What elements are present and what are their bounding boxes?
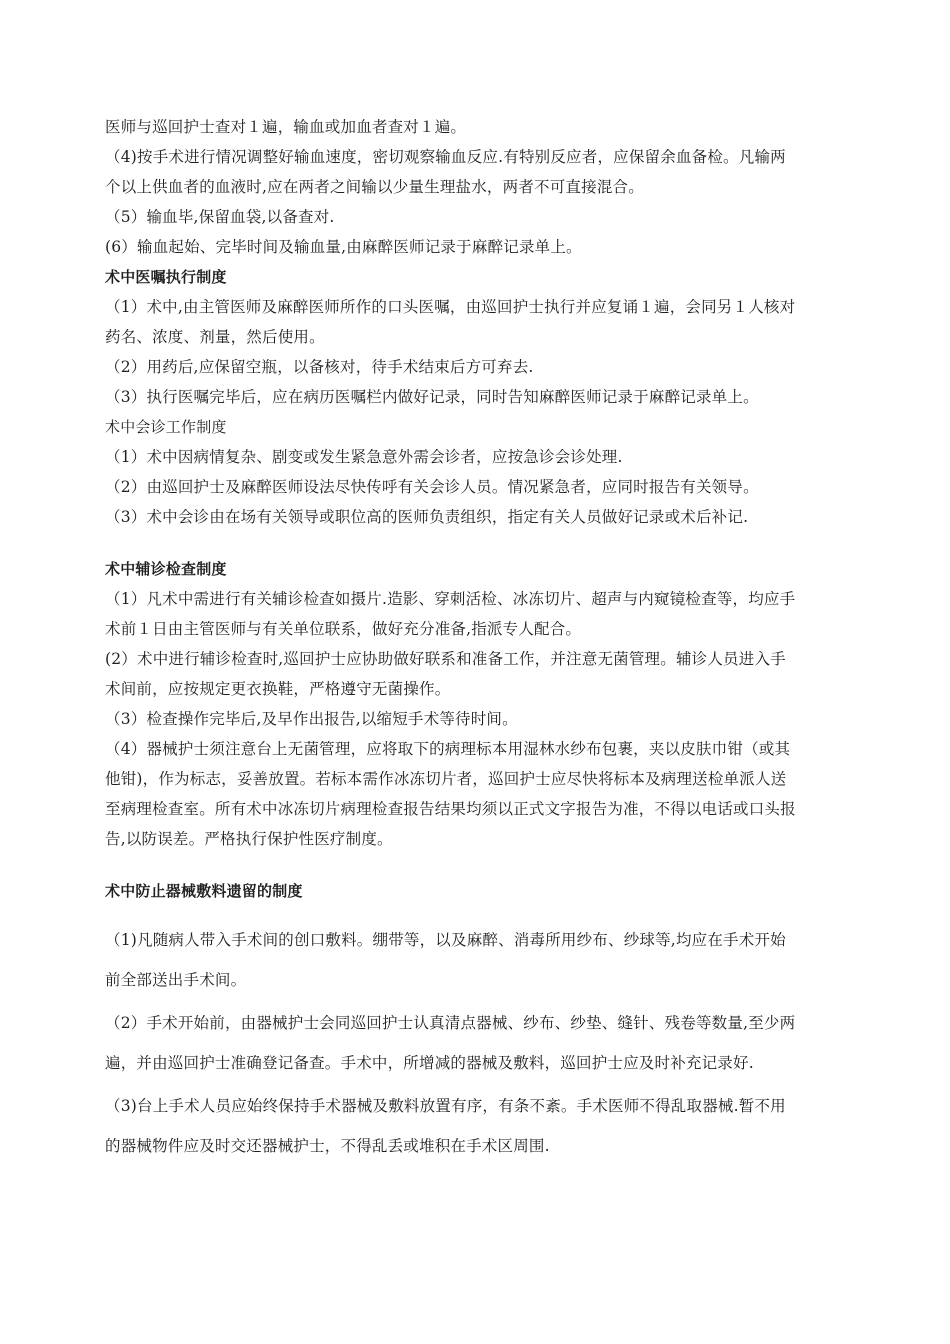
paragraph [105,1003,845,1083]
text-line: 术前１日由主管医师与有关单位联系，做好充分准备,指派专人配合。 [105,620,582,638]
text-line: 遍，并由巡回护士准确登记备查。手术中，所增减的器械及敷料，巡回护士应及时补充记录好. [105,1054,754,1072]
text-line: 他钳)，作为标志，妥善放置。若标本需作冰冻切片者，巡回护士应尽快将标本及病理送检单派人送 [105,770,787,788]
text-line: 术间前，应按规定更衣换鞋，严格遵守无菌操作。 [105,680,451,698]
paragraph [105,704,845,734]
section-heading: 术中会诊工作制度 [105,418,227,436]
paragraph [105,584,845,644]
text-line: 前全部送出手术间。 [105,971,247,989]
section-heading: 术中辅诊检查制度 [105,560,227,578]
paragraph [105,644,845,704]
paragraph [105,352,845,382]
paragraph [105,502,845,532]
section-consultation [105,412,845,532]
text-line: （2）手术开始前，由器械护士会同巡回护士认真清点器械、纱布、纱垫、缝针、残卷等数量,至少两 [105,1014,796,1032]
section-instrument-retention [105,876,845,1166]
text-line: 至病理检查室。所有术中冰冻切片病理检查报告结果均须以正式文字报告为准，不得以电话或口头报 [105,800,796,818]
paragraph [105,442,845,472]
text-line: 告,以防误差。严格执行保护性医疗制度。 [105,830,393,848]
section-heading: 术中医嘱执行制度 [105,268,227,286]
paragraph [105,382,845,412]
paragraph [105,142,845,202]
text-line: （1）术中,由主管医师及麻醉医师所作的口头医嘱，由巡回护士执行并应复诵１遍，会同另１人核对 [105,298,796,316]
section-transfusion-tail [105,112,845,262]
paragraph [105,232,845,262]
paragraph [105,920,845,1000]
section-auxiliary-exam [105,554,845,854]
text-line: (6）输血起始、完毕时间及输血量,由麻醉医师记录于麻醉记录单上。 [105,238,582,256]
paragraph [105,112,845,142]
paragraph [105,292,845,352]
text-line: （2）由巡回护士及麻醉医师设法尽快传呼有关会诊人员。情况紧急者，应同时报告有关领导。 [105,478,759,496]
text-line: （2）用药后,应保留空瓶，以备核对，待手术结束后方可弃去. [105,358,534,376]
text-line: （1）术中因病情复杂、剧变或发生紧急意外需会诊者，应按急诊会诊处理. [105,448,623,466]
paragraph [105,1086,845,1166]
text-line: 医师与巡回护士查对１遍，输血或加血者查对１遍。 [105,118,467,136]
text-line: （3）执行医嘱完毕后，应在病历医嘱栏内做好记录，同时告知麻醉医师记录于麻醉记录单上。 [105,388,759,406]
text-line: 个以上供血者的血液时,应在两者之间输以少量生理盐水，两者不可直接混合。 [105,178,644,196]
section-heading: 术中防止器械敷料遗留的制度 [105,882,303,900]
text-line: （1)凡随病人带入手术间的创口敷料。绷带等，以及麻醉、消毒所用纱布、纱球等,均应在手术开始 [105,931,786,949]
paragraph [105,202,845,232]
text-line: （3）术中会诊由在场有关领导或职位高的医师负责组织，指定有关人员做好记录或术后补记. [105,508,749,526]
text-line: （4）器械护士须注意台上无菌管理，应将取下的病理标本用湿林水纱布包裹，夹以皮肤巾钳（或其 [105,740,791,758]
text-line: （3)台上手术人员应始终保持手术器械及敷料放置有序，有条不紊。手术医师不得乱取器械.暂不用 [105,1097,786,1115]
paragraph [105,734,845,854]
text-line: （5）输血毕,保留血袋,以备查对. [105,208,335,226]
spacer [105,854,845,876]
spacer [105,532,845,554]
paragraph [105,472,845,502]
text-line: （4)按手术进行情况调整好输血速度，密切观察输血反应.有特别反应者，应保留余血备检。凡输两 [105,148,786,166]
text-line: 药名、浓度、剂量，然后使用。 [105,328,325,346]
text-line: （1）凡术中需进行有关辅诊检查如摄片.造影、穿刺活检、冰冻切片、超声与内窥镜检查等，均应手 [105,590,796,608]
text-line: (2）术中进行辅诊检查时,巡回护士应协助做好联系和准备工作，并注意无菌管理。辅诊人员进入手 [105,650,786,668]
text-line: 的器械物件应及时交还器械护士，不得乱丢或堆积在手术区周围. [105,1137,550,1155]
section-orders [105,262,845,412]
text-line: （3）检查操作完毕后,及早作出报告,以缩短手术等待时间。 [105,710,518,728]
document-page [105,112,845,1169]
